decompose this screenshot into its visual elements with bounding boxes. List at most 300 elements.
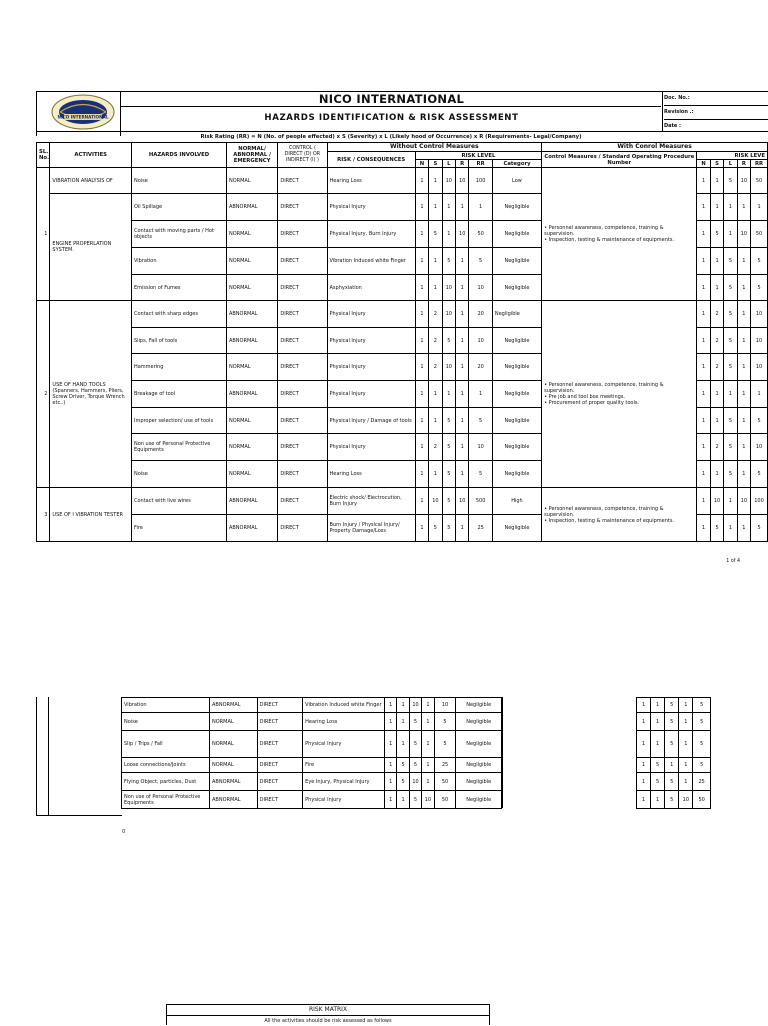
page2-right-border — [502, 697, 503, 808]
cell-n: 1 — [697, 434, 710, 461]
risk-level-header: RISK LEVEL — [415, 152, 541, 160]
cell-r: 1 — [737, 354, 750, 381]
cell-sl: 3 — [37, 488, 50, 542]
cell-normal: ABNORMAL — [226, 515, 277, 542]
cell-s: 1 — [710, 408, 723, 434]
cell-risk: Eye Injury, Physical Injury — [303, 773, 385, 791]
cell-r: 1 — [456, 194, 469, 221]
cell-ctrl: DIRECT — [257, 773, 303, 791]
cell-cat: Negligible — [492, 515, 541, 542]
page2-left-border — [36, 697, 37, 815]
cell-rr: 10 — [751, 434, 768, 461]
cell-rr: 500 — [469, 488, 492, 515]
cell-l: 5 — [409, 758, 421, 773]
without-control-header: Without Control Measures — [327, 143, 542, 152]
cell-l: 5 — [442, 328, 455, 354]
cell-rr: 10 — [751, 301, 768, 328]
cell-r: 1 — [737, 194, 750, 221]
cell-l: 5 — [665, 791, 679, 809]
cell-rr: 5 — [693, 731, 711, 758]
cell-n: 1 — [697, 194, 710, 221]
cell-l: 10 — [442, 275, 455, 301]
cell-n: 1 — [637, 713, 651, 731]
cell-ctrl: DIRECT — [278, 381, 327, 408]
header-mid-rule — [120, 106, 661, 107]
cell-l: 1 — [442, 221, 455, 248]
col-risk: RISK / CONSEQUENCES — [327, 152, 415, 168]
cell-n: 1 — [415, 168, 428, 194]
cell-r: 1 — [679, 758, 693, 773]
cell-ctrl: DIRECT — [257, 758, 303, 773]
cell-risk: Hearing Loss — [327, 168, 415, 194]
cell-l: 10 — [409, 773, 421, 791]
cell-l: 5 — [724, 301, 737, 328]
cell-r: 1 — [422, 713, 434, 731]
table-row — [122, 731, 502, 758]
cell-n: 1 — [384, 773, 396, 791]
cell-normal: ABNORMAL — [226, 328, 277, 354]
cell-activity: USE OF HAND TOOLS (Spanners, Hammers, Pliers, Screw Driver, Torque Wrench etc..) — [50, 301, 132, 488]
cell-normal: NORMAL — [226, 434, 277, 461]
cell-s: 2 — [429, 301, 442, 328]
cell-activity: ENGINE PROPERLATION SYSTEM. — [50, 194, 132, 301]
cell-risk: Physical Injury — [327, 301, 415, 328]
cell-r: 1 — [737, 381, 750, 408]
cell-r: 1 — [422, 731, 434, 758]
cell-s: 5 — [710, 515, 723, 542]
cell-cat: Negligible — [456, 731, 502, 758]
cell-rr: 25 — [434, 758, 456, 773]
cell-l: 5 — [442, 248, 455, 275]
cell-rr: 50 — [693, 791, 711, 809]
cell-rr: 5 — [469, 408, 492, 434]
cell-ctrl: DIRECT — [278, 354, 327, 381]
cell-s: 1 — [397, 698, 409, 713]
cell-r: 1 — [737, 301, 750, 328]
hazard-table-page1 — [36, 142, 768, 542]
cell-n: 1 — [697, 408, 710, 434]
cell-hazard: Vibration — [131, 248, 226, 275]
cell-r: 1 — [456, 248, 469, 275]
cell-r: 1 — [422, 773, 434, 791]
cell-r: 1 — [679, 713, 693, 731]
cell-rr: 20 — [469, 354, 492, 381]
cell-cat: Negligible — [456, 698, 502, 713]
cell-r: 1 — [737, 248, 750, 275]
table-row — [122, 698, 502, 713]
cell-rr: 10 — [469, 434, 492, 461]
cell-n: 1 — [697, 515, 710, 542]
left-border-top — [36, 91, 37, 136]
hazard-table-page2-right — [636, 697, 711, 809]
cell-r: 10 — [422, 791, 434, 809]
cell-l: 5 — [442, 434, 455, 461]
cell-risk: Hearing Loss — [327, 461, 415, 488]
cell-n: 1 — [415, 194, 428, 221]
cell-l: 10 — [442, 354, 455, 381]
doc-box-left — [662, 91, 663, 131]
cell-l: 5 — [724, 354, 737, 381]
page2-bottom-rule — [36, 815, 122, 816]
cell-s: 1 — [710, 168, 723, 194]
cell-normal: NORMAL — [210, 731, 258, 758]
risk-level-header-right: RISK LEVE — [697, 152, 768, 160]
cell-s: 1 — [397, 731, 409, 758]
cell-l: 5 — [724, 461, 737, 488]
cell-l: 5 — [409, 791, 421, 809]
cell-ctrl: DIRECT — [278, 275, 327, 301]
cell-l: 5 — [724, 434, 737, 461]
cell-hazard: Fire — [131, 515, 226, 542]
cell-hazard: Emission of Fumes — [131, 275, 226, 301]
cell-rr: 5 — [751, 248, 768, 275]
cell-sl: 1 — [37, 168, 50, 301]
cell-s: 5 — [397, 773, 409, 791]
cell-risk: Asphyxiation — [327, 275, 415, 301]
cell-rr: 10 — [751, 328, 768, 354]
cell-risk: Vibration Induced white Finger — [327, 248, 415, 275]
cell-hazard: Noise — [131, 168, 226, 194]
zero-value: 0 — [122, 829, 126, 835]
col-category: Category — [492, 160, 541, 168]
cell-hazard: Loose connections/Joints — [122, 758, 210, 773]
cell-ctrl: DIRECT — [278, 328, 327, 354]
cell-risk: Physical Injury, Burn Injury — [327, 221, 415, 248]
cell-rr: 5 — [434, 713, 456, 731]
cell-n: 1 — [415, 434, 428, 461]
cell-normal: ABNORMAL — [226, 488, 277, 515]
cell-rr: 50 — [751, 168, 768, 194]
cell-rr: 50 — [434, 791, 456, 809]
cell-l: 5 — [442, 461, 455, 488]
cell-risk: Physical Injury — [303, 791, 385, 809]
cell-activity: VIBRATION ANALYSIS OF — [50, 168, 132, 194]
cell-rr: 10 — [751, 354, 768, 381]
cell-risk: Electric shock/ Electrocution, Burn Injury — [327, 488, 415, 515]
cell-cat: Negligible — [492, 275, 541, 301]
cell-s: 5 — [429, 515, 442, 542]
cell-rr: 10 — [469, 328, 492, 354]
cell-l: 5 — [665, 698, 679, 713]
cell-l: 1 — [724, 488, 737, 515]
col-activities: ACTIVITIES — [50, 143, 132, 168]
cell-n: 1 — [697, 381, 710, 408]
doc-no-label: Doc. No.: — [664, 92, 768, 106]
cell-r: 1 — [737, 408, 750, 434]
cell-s: 2 — [710, 301, 723, 328]
cell-l: 5 — [724, 168, 737, 194]
cell-n: 1 — [415, 221, 428, 248]
cell-ctrl: DIRECT — [257, 713, 303, 731]
cell-r: 1 — [456, 408, 469, 434]
cell-n: 1 — [415, 461, 428, 488]
cell-s: 1 — [651, 731, 665, 758]
cell-n: 1 — [637, 698, 651, 713]
doc-info-box — [664, 92, 768, 133]
cell-s: 1 — [429, 381, 442, 408]
cell-l: 10 — [442, 301, 455, 328]
risk-formula: Risk Rating (RR) = N (No. of people effected) x S (Severity) x L (Likely hood of Occurrence) x R (Requirements- Legal/Company) — [200, 134, 582, 140]
cell-hazard: Improper selection/ use of tools — [131, 408, 226, 434]
cell-cat: Negligible — [492, 381, 541, 408]
cell-cat: Negligible — [456, 773, 502, 791]
cell-s: 5 — [651, 773, 665, 791]
cell-r: 1 — [679, 773, 693, 791]
cell-normal: ABNORMAL — [210, 773, 258, 791]
cell-rr: 50 — [751, 221, 768, 248]
table-row — [637, 758, 711, 773]
cell-rr: 1 — [751, 194, 768, 221]
cell-normal: NORMAL — [210, 758, 258, 773]
date-label: Date : — [664, 123, 682, 129]
cell-rr: 5 — [751, 515, 768, 542]
cell-rr: 5 — [434, 731, 456, 758]
cell-cm: • Personnel awareness, competence, training & supervision. • Pre job and tool box meetings. • Procurement of proper quality tools. — [542, 301, 697, 488]
cell-hazard: Slip / Trips / Fall — [122, 731, 210, 758]
cell-s: 1 — [710, 381, 723, 408]
cell-ctrl: DIRECT — [278, 194, 327, 221]
table-row — [37, 301, 768, 328]
cell-n: 1 — [384, 698, 396, 713]
cell-s: 1 — [429, 168, 442, 194]
cell-risk: Physical Injury — [327, 328, 415, 354]
cell-cat: High — [492, 488, 541, 515]
cell-l: 5 — [409, 713, 421, 731]
cell-n: 1 — [697, 354, 710, 381]
cell-ctrl: DIRECT — [278, 408, 327, 434]
cell-n: 1 — [637, 758, 651, 773]
cell-rr: 1 — [751, 381, 768, 408]
table-row — [37, 488, 768, 515]
cell-r: 10 — [456, 488, 469, 515]
company-logo — [50, 92, 116, 132]
table-row — [637, 773, 711, 791]
cell-r: 1 — [456, 434, 469, 461]
col-r: R — [456, 160, 469, 168]
cell-r: 1 — [456, 328, 469, 354]
cell-r: 1 — [737, 275, 750, 301]
cell-r: 1 — [737, 434, 750, 461]
cell-activity: USE OF I VIBRATION TESTER — [50, 488, 132, 542]
cell-s: 1 — [710, 248, 723, 275]
cell-l: 1 — [442, 381, 455, 408]
cell-n: 1 — [697, 275, 710, 301]
col-s: S — [429, 160, 442, 168]
cell-normal: NORMAL — [226, 275, 277, 301]
cell-l: 5 — [724, 275, 737, 301]
cell-hazard: Non use of Personal Protective Equipments — [131, 434, 226, 461]
col-rr: RR — [469, 160, 492, 168]
col-l2: L — [724, 160, 737, 168]
cell-l: 5 — [442, 488, 455, 515]
cell-n: 1 — [415, 248, 428, 275]
cell-hazard: Hammering — [131, 354, 226, 381]
cell-hazard: Contact with moving parts / Hot objects — [131, 221, 226, 248]
cell-r: 1 — [456, 381, 469, 408]
cell-ctrl: DIRECT — [257, 698, 303, 713]
cell-rr: 25 — [693, 773, 711, 791]
hazard-table-page2 — [121, 697, 502, 809]
cell-n: 1 — [697, 221, 710, 248]
cell-n: 1 — [415, 354, 428, 381]
cell-cat: Negligible — [492, 328, 541, 354]
cell-normal: NORMAL — [226, 221, 277, 248]
cell-r: 1 — [456, 275, 469, 301]
cell-cat: Negligible — [492, 408, 541, 434]
cell-r: 1 — [456, 515, 469, 542]
cell-cat: Negligible — [492, 354, 541, 381]
svg-text:NICO INTERNATIONAL: NICO INTERNATIONAL — [57, 114, 109, 120]
col-control-measures: Control Measures / Standard Operating Procedure Number — [542, 152, 697, 168]
cell-l: 5 — [665, 731, 679, 758]
cell-s: 2 — [710, 354, 723, 381]
col-rr2: RR — [751, 160, 768, 168]
cell-r: 1 — [456, 461, 469, 488]
cell-rr: 5 — [469, 461, 492, 488]
cell-s: 1 — [429, 461, 442, 488]
cell-l: 1 — [724, 221, 737, 248]
cell-r: 1 — [456, 354, 469, 381]
cell-hazard: Contact with sharp edges — [131, 301, 226, 328]
cell-rr: 10 — [434, 698, 456, 713]
company-name: NICO INTERNATIONAL — [318, 92, 465, 106]
cell-n: 1 — [384, 713, 396, 731]
cell-ctrl: DIRECT — [278, 515, 327, 542]
cell-normal: ABNORMAL — [226, 301, 277, 328]
cell-s: 1 — [651, 791, 665, 809]
col-s2: S — [710, 160, 723, 168]
cell-rr: 5 — [751, 408, 768, 434]
cell-hazard: Oil Spillage — [131, 194, 226, 221]
table-row — [637, 698, 711, 713]
cell-s: 1 — [710, 275, 723, 301]
cell-n: 1 — [415, 381, 428, 408]
cell-cm: • Personnel awareness, competence, training & supervision. • Inspection, testing & maintenance of equipments. — [542, 168, 697, 301]
cell-l: 5 — [409, 731, 421, 758]
col-l: L — [442, 160, 455, 168]
cell-s: 1 — [429, 194, 442, 221]
cell-ctrl: DIRECT — [278, 248, 327, 275]
cell-ctrl: DIRECT — [278, 434, 327, 461]
cell-s: 10 — [710, 488, 723, 515]
cell-n: 1 — [697, 248, 710, 275]
cell-hazard: Non use of Personal Protective Equipments — [122, 791, 210, 809]
cell-risk: Hearing Loss — [303, 713, 385, 731]
cell-s: 5 — [397, 758, 409, 773]
cell-l: 1 — [665, 758, 679, 773]
cell-risk: Physical Injury — [327, 194, 415, 221]
cell-ctrl: DIRECT — [257, 731, 303, 758]
cell-ctrl: DIRECT — [278, 221, 327, 248]
cell-cat: Negligible — [456, 791, 502, 809]
page2-left-border-2 — [48, 697, 49, 815]
document-title: HAZARDS IDENTIFICATION & RISK ASSESSMENT — [264, 113, 519, 123]
cell-l: 5 — [665, 713, 679, 731]
cell-l: 5 — [724, 328, 737, 354]
cell-l: 5 — [665, 773, 679, 791]
table-row — [37, 168, 768, 194]
cell-n: 1 — [637, 731, 651, 758]
cell-normal: ABNORMAL — [226, 194, 277, 221]
cell-risk: Fire — [303, 758, 385, 773]
cell-l: 1 — [724, 381, 737, 408]
cell-cat: Negligible — [492, 221, 541, 248]
cell-s: 5 — [651, 758, 665, 773]
cell-rr: 1 — [469, 381, 492, 408]
cell-hazard: Slips, Fall of tools — [131, 328, 226, 354]
cell-rr: 5 — [693, 758, 711, 773]
cell-r: 10 — [737, 221, 750, 248]
cell-n: 1 — [415, 408, 428, 434]
table-row — [637, 731, 711, 758]
cell-r: 1 — [737, 328, 750, 354]
cell-s: 5 — [429, 221, 442, 248]
table-row — [122, 791, 502, 809]
cell-rr: 5 — [469, 248, 492, 275]
cell-risk: Physical Injury — [303, 731, 385, 758]
cell-s: 2 — [710, 434, 723, 461]
table-row — [637, 713, 711, 731]
cell-risk: Burn Injury / Physical Injury/ Property Damage/Loss — [327, 515, 415, 542]
table-row — [122, 713, 502, 731]
cell-s: 1 — [710, 194, 723, 221]
cell-s: 2 — [429, 434, 442, 461]
cell-sl: 2 — [37, 301, 50, 488]
cell-s: 5 — [710, 221, 723, 248]
cell-s: 1 — [429, 275, 442, 301]
cell-s: 2 — [429, 328, 442, 354]
cell-r: 1 — [422, 758, 434, 773]
cell-rr: 5 — [693, 713, 711, 731]
cell-rr: 100 — [469, 168, 492, 194]
cell-n: 1 — [697, 461, 710, 488]
cell-n: 1 — [384, 731, 396, 758]
cell-s: 1 — [397, 713, 409, 731]
risk-matrix-box — [166, 1004, 490, 1025]
cell-risk: Physical Injury — [327, 381, 415, 408]
cell-rr: 1 — [469, 194, 492, 221]
cell-risk: Vibration Induced white Finger — [303, 698, 385, 713]
cell-l: 5 — [724, 248, 737, 275]
cell-n: 1 — [697, 301, 710, 328]
cell-n: 1 — [415, 515, 428, 542]
cell-s: 2 — [429, 354, 442, 381]
cell-s: 2 — [710, 328, 723, 354]
cell-risk: Physical Injury — [327, 354, 415, 381]
table-row — [637, 791, 711, 809]
cell-cat: Negligible — [492, 248, 541, 275]
cell-r: 10 — [737, 168, 750, 194]
cell-rr: 25 — [469, 515, 492, 542]
cell-l: 5 — [442, 408, 455, 434]
cell-r: 1 — [737, 515, 750, 542]
cell-cat: Negligible — [492, 461, 541, 488]
cell-cat: Negligible — [492, 194, 541, 221]
cell-normal: NORMAL — [210, 713, 258, 731]
cell-rr: 50 — [469, 221, 492, 248]
cell-rr: 50 — [434, 773, 456, 791]
cell-s: 1 — [429, 408, 442, 434]
cell-normal: NORMAL — [226, 248, 277, 275]
cell-r: 1 — [422, 698, 434, 713]
cell-l: 1 — [724, 194, 737, 221]
cell-hazard: Noise — [122, 713, 210, 731]
cell-cat: Negligible — [456, 713, 502, 731]
cell-l: 5 — [724, 408, 737, 434]
cell-ctrl: DIRECT — [278, 168, 327, 194]
cell-s: 1 — [651, 713, 665, 731]
cell-cat: Negligible — [492, 301, 541, 328]
